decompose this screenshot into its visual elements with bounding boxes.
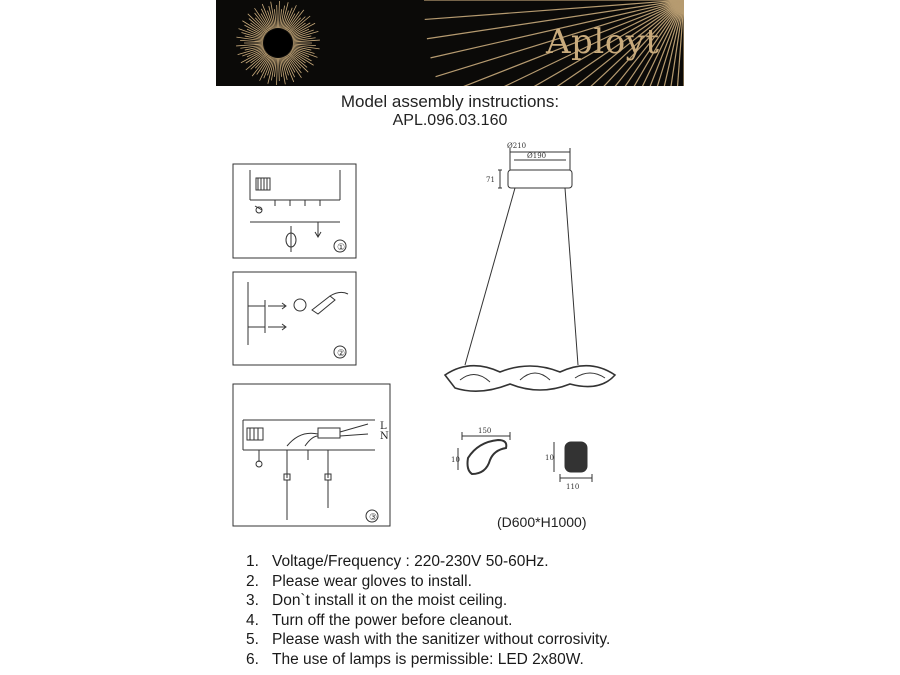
instruction-text: Don`t install it on the moist ceiling. xyxy=(272,592,508,610)
instruction-number: 1. xyxy=(246,553,259,570)
detail-segment-drawing xyxy=(458,432,510,474)
instruction-number: 4. xyxy=(246,611,259,629)
instruction-item xyxy=(246,650,610,670)
instruction-item xyxy=(246,572,610,592)
instruction-number: 5. xyxy=(246,631,259,649)
instruction-text: Please wash with the sanitizer without corrosivity. xyxy=(272,631,611,649)
model-code: APL.096.03.160 xyxy=(392,112,508,129)
detail-cross-section-drawing xyxy=(554,442,592,482)
pendant-lamp-drawing xyxy=(445,148,615,391)
instruction-number: 2. xyxy=(246,572,259,590)
instruction-text: Turn off the power before cleanout. xyxy=(272,611,513,629)
step-3-panel xyxy=(233,384,390,526)
instruction-item xyxy=(246,630,610,650)
canopy-inner-width: Ø190 xyxy=(527,152,547,160)
instructions-list xyxy=(246,552,610,670)
canopy-height: 71 xyxy=(486,176,495,184)
instruction-text: Voltage/Frequency : 220-230V 50-60Hz. xyxy=(272,553,549,570)
instruction-text: The use of lamps is permissible: LED 2x80W. xyxy=(272,650,584,668)
instruction-number: 3. xyxy=(246,592,259,610)
instruction-number: 6. xyxy=(246,650,259,668)
step-1-marker: ① xyxy=(337,243,346,253)
brand-name: Aployt xyxy=(546,22,660,62)
canopy-outer-width: Ø210 xyxy=(507,142,527,150)
detail-right-width: 110 xyxy=(566,483,580,491)
detail-right-height: 10 xyxy=(545,454,554,462)
instruction-item xyxy=(246,591,610,611)
instruction-text: Please wear gloves to install. xyxy=(272,572,472,590)
detail-left-height: 10 xyxy=(451,456,460,464)
step-2-marker: ② xyxy=(337,349,346,359)
instruction-item xyxy=(246,611,610,631)
wire-label-l: L xyxy=(380,421,387,432)
step-3-marker: ③ xyxy=(369,513,378,523)
instruction-item xyxy=(246,552,610,572)
detail-left-width: 150 xyxy=(478,427,492,435)
document-title: Model assembly instructions: xyxy=(340,92,560,111)
overall-dimensions: (D600*H1000) xyxy=(497,514,587,530)
wire-label-n: N xyxy=(380,431,389,442)
